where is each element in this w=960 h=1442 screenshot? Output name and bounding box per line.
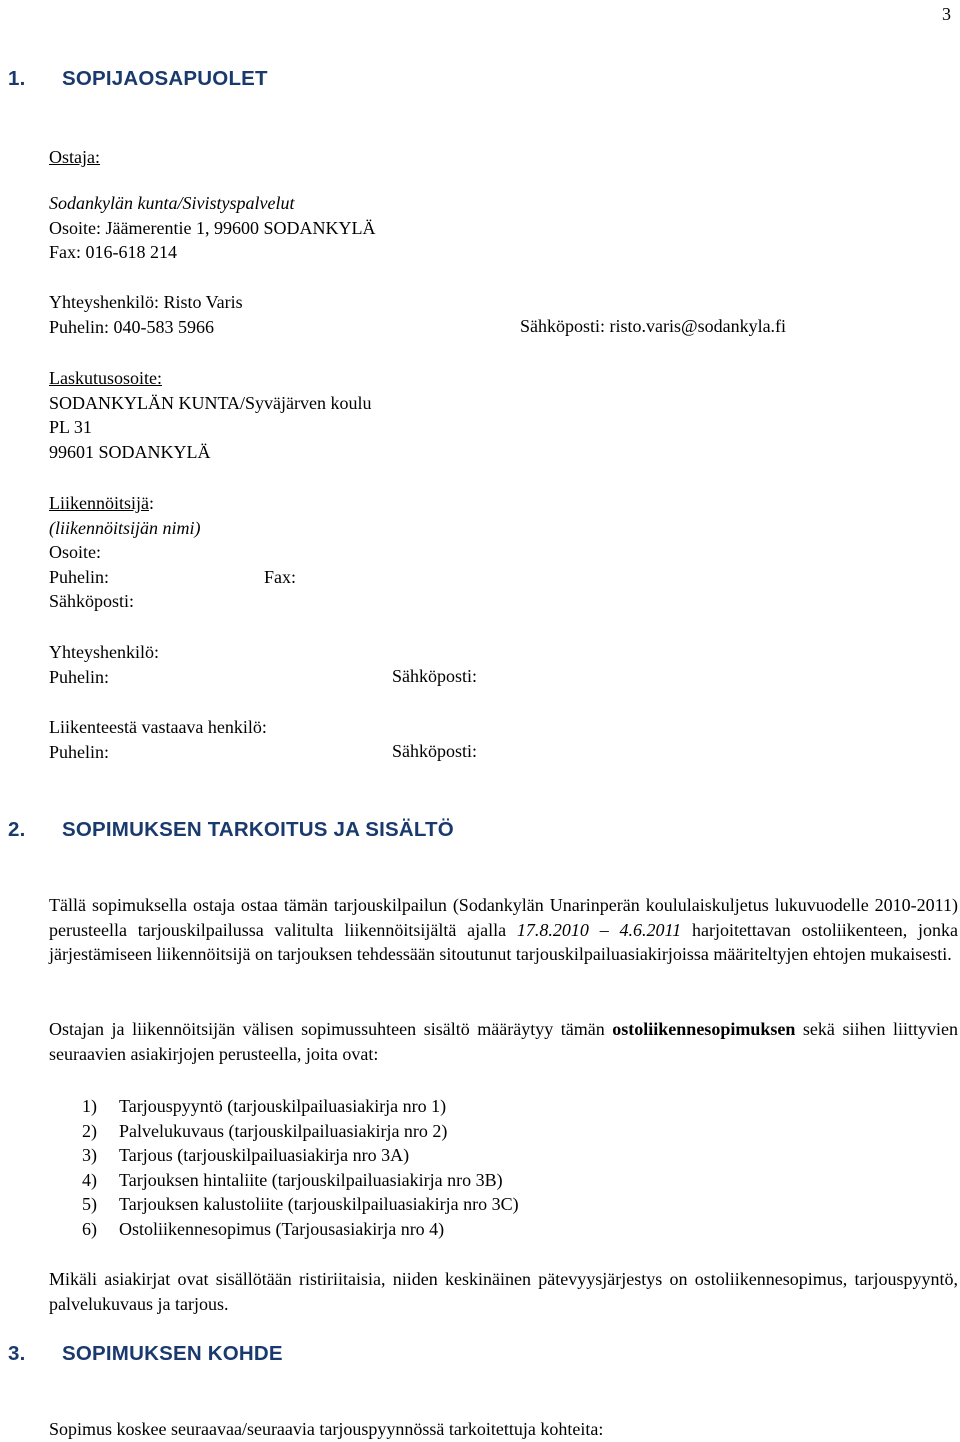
traffic-responsible-email: Sähköposti: — [392, 741, 478, 761]
purpose-paragraph — [49, 893, 958, 967]
traffic-responsible-phone: Puhelin: — [49, 741, 110, 762]
document-list-item — [82, 1217, 519, 1242]
section-2-number: 2. — [8, 818, 26, 841]
billing-label: Laskutusosoite: — [49, 368, 162, 388]
document-list-number: 3) — [82, 1145, 97, 1165]
operator-name-placeholder: (liikennöitsijän nimi) — [49, 517, 201, 538]
document-list-text: Tarjouksen kalustoliite (tarjouskilpailuasiakirja nro 3C) — [119, 1194, 519, 1214]
section-3-heading — [8, 1342, 283, 1366]
document-list-number: 5) — [82, 1194, 97, 1214]
document-list-text: Tarjouspyyntö (tarjouskilpailuasiakirja nro 1) — [119, 1096, 447, 1116]
document-list-number: 2) — [82, 1120, 97, 1141]
operator-email: Sähköposti: — [49, 591, 135, 611]
billing-line-2: PL 31 — [49, 417, 92, 437]
contract-period: 17.8.2010 – 4.6.2011 — [516, 919, 682, 940]
buyer-phone: Puhelin: 040-583 5966 — [49, 316, 214, 337]
document-list-text: Tarjouksen hintaliite (tarjouskilpailuasiakirja nro 3B) — [119, 1169, 503, 1190]
traffic-responsible-label: Liikenteestä vastaava henkilö: — [49, 717, 267, 737]
buyer-block — [49, 191, 375, 265]
document-list-item — [82, 1168, 519, 1193]
purpose-text-1: Tällä sopimuksella ostaja ostaa tämän tarjouskilpailun (Sodankylän Unarinperän koululaiskuljetus lukuvuodelle 2010-2011) perusteella tarjouskilpailussa valitulta liikennöitsijältä ajalla — [49, 895, 958, 940]
document-list-item — [82, 1143, 519, 1168]
billing-line-3: 99601 SODANKYLÄ — [49, 441, 211, 462]
operator-label-line — [49, 491, 200, 516]
buyer-fax: Fax: 016-618 214 — [49, 242, 177, 262]
operator-contact-block — [49, 640, 159, 689]
content-text-2: sekä siihen liittyvien seuraavien asiakirjojen perusteella, joita ovat: — [49, 1019, 958, 1064]
document-list-item — [82, 1119, 519, 1144]
buyer-contact: Yhteyshenkilö: Risto Varis — [49, 292, 243, 312]
document-list-text: Tarjous (tarjouskilpailuasiakirja nro 3A) — [119, 1145, 410, 1165]
operator-label: Liikennöitsijä — [49, 493, 149, 513]
document-list-text: Ostoliikennesopimus (Tarjousasiakirja nro 4) — [119, 1218, 445, 1239]
document-list-number: 4) — [82, 1169, 97, 1190]
billing-block — [49, 366, 372, 464]
buyer-address: Osoite: Jäämerentie 1, 99600 SODANKYLÄ — [49, 217, 376, 238]
content-text-1: Ostajan ja liikennöitsijän välisen sopimussuhteen sisältö määräytyy tämän — [49, 1019, 613, 1039]
section-2-heading — [8, 818, 454, 842]
buyer-contact-block — [49, 290, 243, 339]
precedence-paragraph: Mikäli asiakirjat ovat sisällötään ristiriitaisia, niiden keskinäinen pätevyysjärjestys on ostoliikennesopimus, tarjouspyyntö, palvelukuvaus ja tarjous. — [49, 1269, 958, 1314]
buyer-name: Sodankylän kunta/Sivistyspalvelut — [49, 193, 295, 213]
operator-fax: Fax: — [264, 567, 297, 587]
section-1-title: SOPIJAOSAPUOLET — [62, 67, 268, 90]
billing-line-1: SODANKYLÄN KUNTA/Syväjärven koulu — [49, 392, 372, 413]
document-list-number: 6) — [82, 1218, 97, 1239]
section-3-title: SOPIMUKSEN KOHDE — [62, 1342, 283, 1365]
operator-label-suffix: : — [148, 493, 154, 513]
content-paragraph — [49, 1017, 958, 1066]
page-number: 3 — [942, 4, 951, 24]
purpose-text-2: harjoitettavan ostoliikenteen, jonka järjestämiseen liikennöitsijä on tarjouksen tehdessään sitoutunut tarjouskilpailuasiakirjoissa määriteltyjen ehtojen mukaisesti. — [49, 919, 958, 965]
buyer-label: Ostaja: — [49, 147, 100, 167]
operator-block — [49, 491, 200, 614]
object-paragraph: Sopimus koskee seuraavaa/seuraavia tarjouspyynnössä tarkoitettuja kohteita: — [49, 1419, 604, 1439]
traffic-responsible-block — [49, 715, 267, 764]
document-list-item — [82, 1094, 519, 1119]
document-list — [82, 1094, 519, 1241]
contract-name: ostoliikennesopimuksen — [612, 1019, 796, 1039]
section-1-number: 1. — [8, 67, 26, 90]
document-list-item — [82, 1192, 519, 1217]
buyer-email: Sähköposti: risto.varis@sodankyla.fi — [520, 316, 787, 336]
operator-contact-label: Yhteyshenkilö: — [49, 642, 159, 662]
section-2-title: SOPIMUKSEN TARKOITUS JA SISÄLTÖ — [62, 818, 454, 841]
section-3-number: 3. — [8, 1342, 26, 1365]
operator-contact-email: Sähköposti: — [392, 666, 478, 686]
operator-contact-phone: Puhelin: — [49, 666, 110, 687]
operator-phone: Puhelin: — [49, 566, 110, 587]
section-1-heading — [8, 67, 268, 91]
document-list-number: 1) — [82, 1096, 97, 1116]
operator-address: Osoite: — [49, 542, 101, 562]
document-list-text: Palvelukuvaus (tarjouskilpailuasiakirja nro 2) — [119, 1120, 448, 1141]
